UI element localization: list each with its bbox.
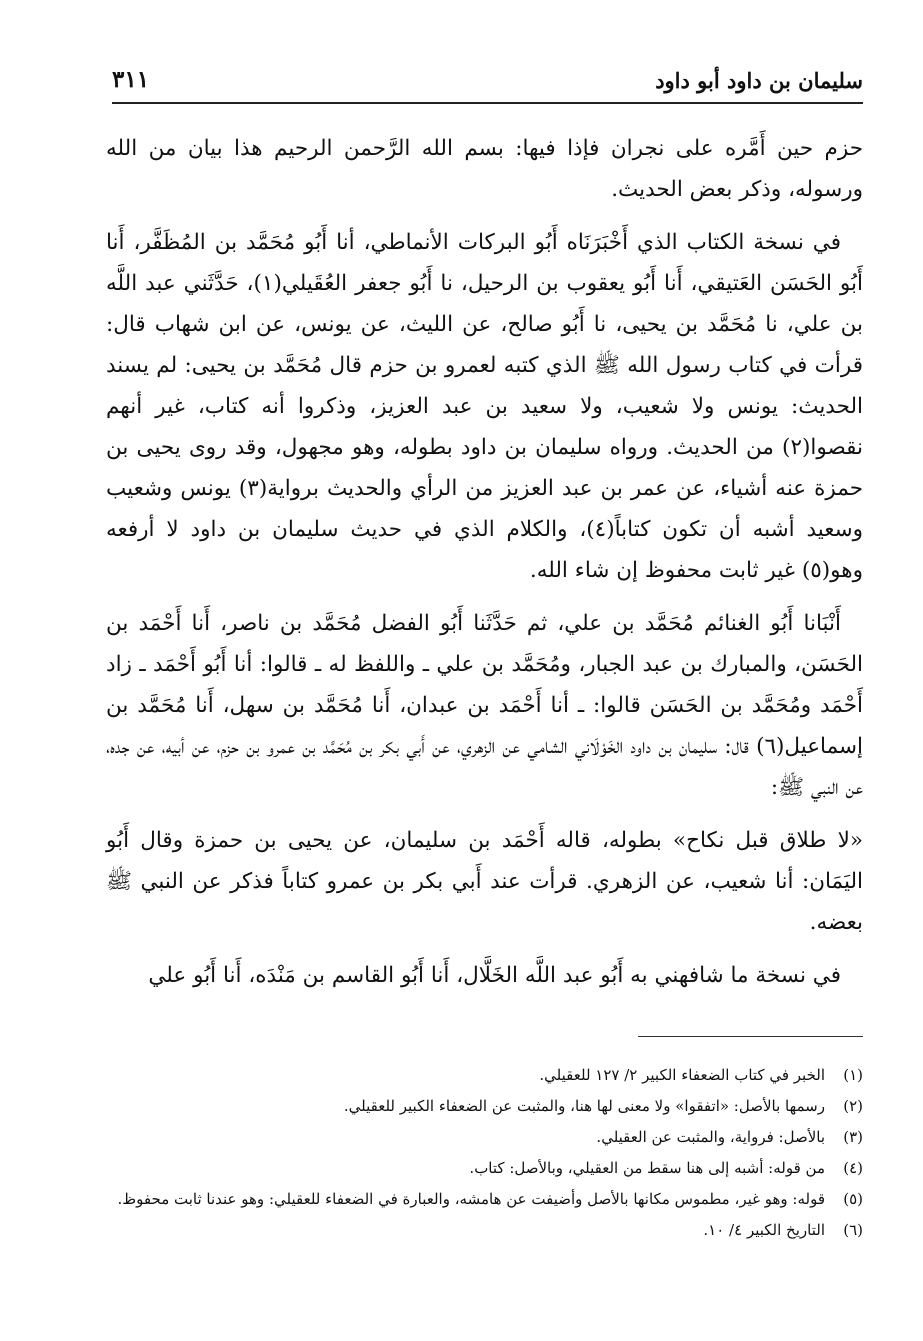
footnote-text: رسمها بالأصل: «اتفقوا» ولا معنى لها هنا، والمثبت عن الضعفاء الكبير للعقيلي. (343, 1097, 825, 1115)
running-title: سليمان بن داود أبو داود (655, 68, 863, 93)
paragraph: في نسخة ما شافهني به أَبُو عبد اللَّه الخَلَّال، أَنا أَبُو القاسم بن مَنْدَه، أَنا أَبُو علي (148, 963, 841, 988)
main-text (106, 128, 863, 1008)
footnote-text: الخبر في كتاب الضعفاء الكبير ٢/ ١٢٧ للعقيلي. (539, 1066, 825, 1084)
footnote-number: (٤) (843, 1159, 863, 1177)
footnote-text: قوله: وهو غير، مطموس مكانها بالأصل وأضيفت عن هامشه، والعبارة في الضعفاء للعقيلي: وهو عندنا ثابت محفوظ. (117, 1190, 825, 1208)
running-head (112, 62, 863, 104)
paragraph: حزم حين أَمَّره على نجران فإذا فيها: بسم الله الرَّحمن الرحيم هذا بيان من الله ورسوله، وذكر بعض الحديث. (106, 136, 863, 202)
footnote-text: بالأصل: فرواية، والمثبت عن العقيلي. (596, 1128, 825, 1146)
footnote-number: (٣) (843, 1128, 863, 1146)
footnote-number: (٦) (843, 1221, 863, 1239)
footnote-number: (١) (843, 1066, 863, 1084)
paragraph: في نسخة الكتاب الذي أَخْبَرَنَاه أَبُو البركات الأنماطي، أنا أَبُو مُحَمَّد بن المُظَفَّر، أَنا أَبُو الحَسَن العَتيقي، أَنا أَبُو يعقوب بن الرحيل، نا أَبُو جعفر العُقَيلي(١)، حَدَّثَني عبد اللَّه بن علي، نا مُحَمَّد بن يحيى، نا أَبُو صالح، عن الليث، عن يونس، عن ابن شهاب قال: قرأت في كتاب رسول الله ﷺ الذي كتبه لعمرو بن حزم قال مُحَمَّد بن يحيى: لم يسند الحديث: يونس ولا شعيب، ولا سعيد بن عبد العزيز، وذكروا أنه كتاب، غير أنهم نقصوا(٢) من الحديث. ورواه سليمان بن داود بطوله، وهو مجهول، وقد روى يحيى بن حمزة عنه أشياء، عن عمر بن عبد العزيز من الرأي والحديث برواية(٣) يونس وشعيب وسعيد أشبه أن تكون كتاباً(٤)، والكلام الذي في حديث سليمان بن داود لا أرفعه وهو(٥) غير ثابت محفوظ إن شاء الله. (106, 230, 863, 583)
paragraph: أَنْبَانا أَبُو الغنائم مُحَمَّد بن علي، ثم حَدَّثَنا أَبُو الفضل مُحَمَّد بن ناصر، أَنا أَحْمَد بن الحَسَن، والمبارك بن عبد الجبار، ومُحَمَّد بن علي ـ واللفظ له ـ قالوا: أنا أَبُو أَحْمَد ـ زاد أَحْمَد ومُحَمَّد بن الحَسَن قالوا: ـ أنا أَحْمَد بن عبدان، أَنا مُحَمَّد بن سهل، أَنا مُحَمَّد بن إسماعيل(٦) قال: سليمان بن داود الخَوْلَاني الشامي عن الزهري، عن أَبي بكر بن مُحَمَّد بن عمرو بن حزم، عن أبيه، عن جده، عن النبي ﷺ: (106, 611, 863, 800)
footnote (106, 1153, 863, 1184)
footnote (106, 1184, 863, 1215)
footnote-text: التاريخ الكبير ٤/ ١٠. (703, 1221, 825, 1239)
footnote-number: (٥) (843, 1190, 863, 1208)
footnotes (106, 1060, 863, 1246)
footnote (106, 1122, 863, 1153)
footnote-text: من قوله: أشبه إلى هنا سقط من العقيلي، وبالأصل: كتاب. (469, 1159, 825, 1177)
footnote-separator (638, 1036, 863, 1037)
footnote (106, 1215, 863, 1246)
paragraph: «لا طلاق قبل نكاح» بطوله، قاله أَحْمَد بن سليمان، عن يحيى بن حمزة وقال أَبُو اليَمَان: أنا شعيب، عن الزهري. قرأت عند أَبي بكر بن عمرو كتاباً فذكر عن النبي ﷺ بعضه. (106, 828, 863, 935)
footnote (106, 1060, 863, 1091)
footnote (106, 1091, 863, 1122)
page-number: ٣١١ (112, 66, 150, 93)
footnote-number: (٢) (843, 1097, 863, 1115)
